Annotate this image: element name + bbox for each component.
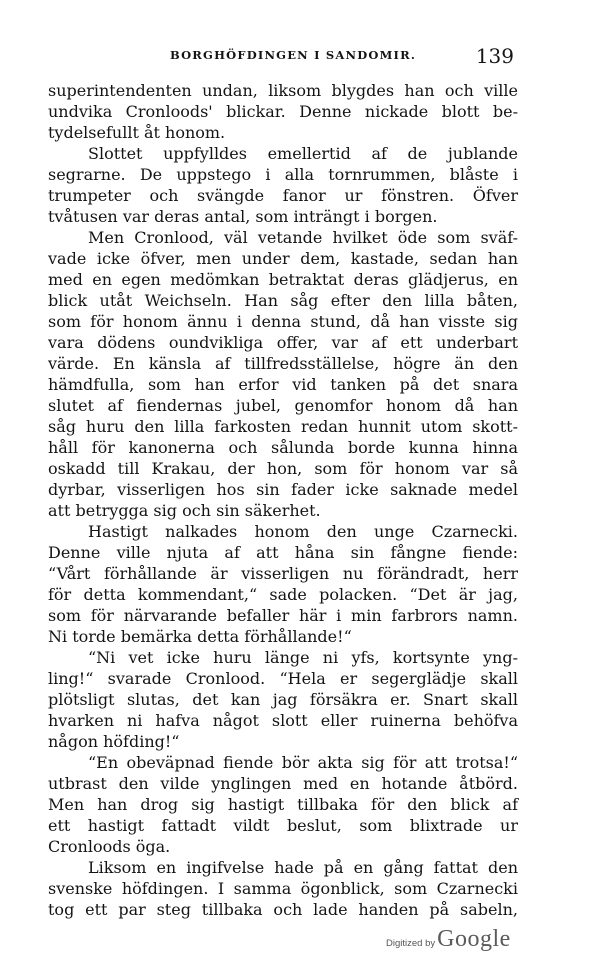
text-line: håll för kanonerna och sålunda borde kunna hinna bbox=[48, 438, 518, 457]
text-line: som för närvarande befaller här i min farbrors namn. bbox=[48, 606, 518, 625]
text-line: Men Cronlood, väl vetande hvilket öde som sväf- bbox=[88, 228, 518, 247]
text-line: vade icke öfver, men under dem, kastade, sedan han bbox=[48, 249, 518, 268]
text-line: att betrygga sig och sin säkerhet. bbox=[48, 501, 321, 520]
text-line: superintendenten undan, liksom blygdes han och ville bbox=[48, 81, 518, 100]
text-line: plötsligt slutas, det kan jag försäkra er. Snart skall bbox=[48, 690, 518, 709]
text-line: svenske höfdingen. I samma ögonblick, som Czarnecki bbox=[48, 879, 518, 898]
text-line: undvika Cronloods' blickar. Denne nickade blott be- bbox=[48, 102, 518, 121]
text-line: “Ni vet icke huru länge ni yfs, kortsynte yng- bbox=[88, 648, 518, 667]
text-line: någon höfding!“ bbox=[48, 732, 180, 751]
body-text bbox=[48, 80, 518, 920]
text-line: “En obeväpnad fiende bör akta sig för att trotsa!“ bbox=[88, 753, 518, 772]
text-line: “Vårt förhållande är visserligen nu förändradt, herr bbox=[48, 564, 518, 583]
text-line: blick utåt Weichseln. Han såg efter den lilla båten, bbox=[48, 291, 518, 310]
text-line: trumpeter och svängde fanor ur fönstren. Öfver bbox=[48, 186, 518, 205]
text-line: tog ett par steg tillbaka och lade handen på sabeln, bbox=[48, 900, 518, 919]
text-line: värde. En känsla af tillfredsställelse, högre än den bbox=[48, 354, 518, 373]
text-line: oskadd till Krakau, der hon, som för honom var så bbox=[48, 459, 518, 478]
text-line: Ni torde bemärka detta förhållande!“ bbox=[48, 627, 352, 646]
text-line: slutet af fiendernas jubel, genomfor honom då han bbox=[48, 396, 518, 415]
page-number: 139 bbox=[475, 44, 514, 68]
text-line: Liksom en ingifvelse hade på en gång fattat den bbox=[88, 858, 518, 877]
text-line: tvåtusen var deras antal, som inträngt i borgen. bbox=[48, 207, 438, 226]
text-line: ling!“ svarade Cronlood. “Hela er segerglädje skall bbox=[48, 669, 518, 688]
running-title: BORGHÖFDINGEN I SANDOMIR. bbox=[169, 48, 417, 62]
text-line: som för honom ännu i denna stund, då han visste sig bbox=[48, 312, 518, 331]
text-line: segrarne. De uppstego i alla tornrummen, blåste i bbox=[48, 165, 518, 184]
text-line: vara dödens oundvikliga offer, var af ett underbart bbox=[48, 333, 518, 352]
text-line: för detta kommendant,“ sade polacken. “Det är jag, bbox=[48, 585, 518, 604]
text-line: Hastigt nalkades honom den unge Czarnecki. bbox=[88, 522, 518, 541]
text-line: utbrast den vilde ynglingen med en hotande åtbörd. bbox=[48, 774, 518, 793]
text-line: dyrbar, visserligen hos sin fader icke saknade medel bbox=[48, 480, 518, 499]
text-line: tydelsefullt åt honom. bbox=[48, 123, 226, 142]
text-line: Slottet uppfylldes emellertid af de jublande bbox=[88, 144, 518, 163]
page-header bbox=[48, 44, 538, 68]
text-line: med en egen medömkan betraktat deras glädjerus, en bbox=[48, 270, 518, 289]
digitized-by-google-watermark bbox=[386, 926, 511, 956]
text-line: hvarken ni hafva något slott eller ruinerna behöfva bbox=[48, 711, 518, 730]
text-line: ett hastigt fattadt vildt beslut, som blixtrade ur bbox=[48, 816, 518, 835]
text-line: Cronloods öga. bbox=[48, 837, 171, 856]
google-logo: Google bbox=[437, 926, 511, 952]
digitized-by-label: Digitized by bbox=[386, 938, 436, 949]
text-line: såg huru den lilla farkosten redan hunnit utom skott- bbox=[48, 417, 518, 436]
text-line: Men han drog sig hastigt tillbaka för den blick af bbox=[48, 795, 518, 814]
text-line: hämdfulla, som han erfor vid tanken på det snara bbox=[48, 375, 518, 394]
text-line: Denne ville njuta af att håna sin fångne fiende: bbox=[48, 543, 518, 562]
